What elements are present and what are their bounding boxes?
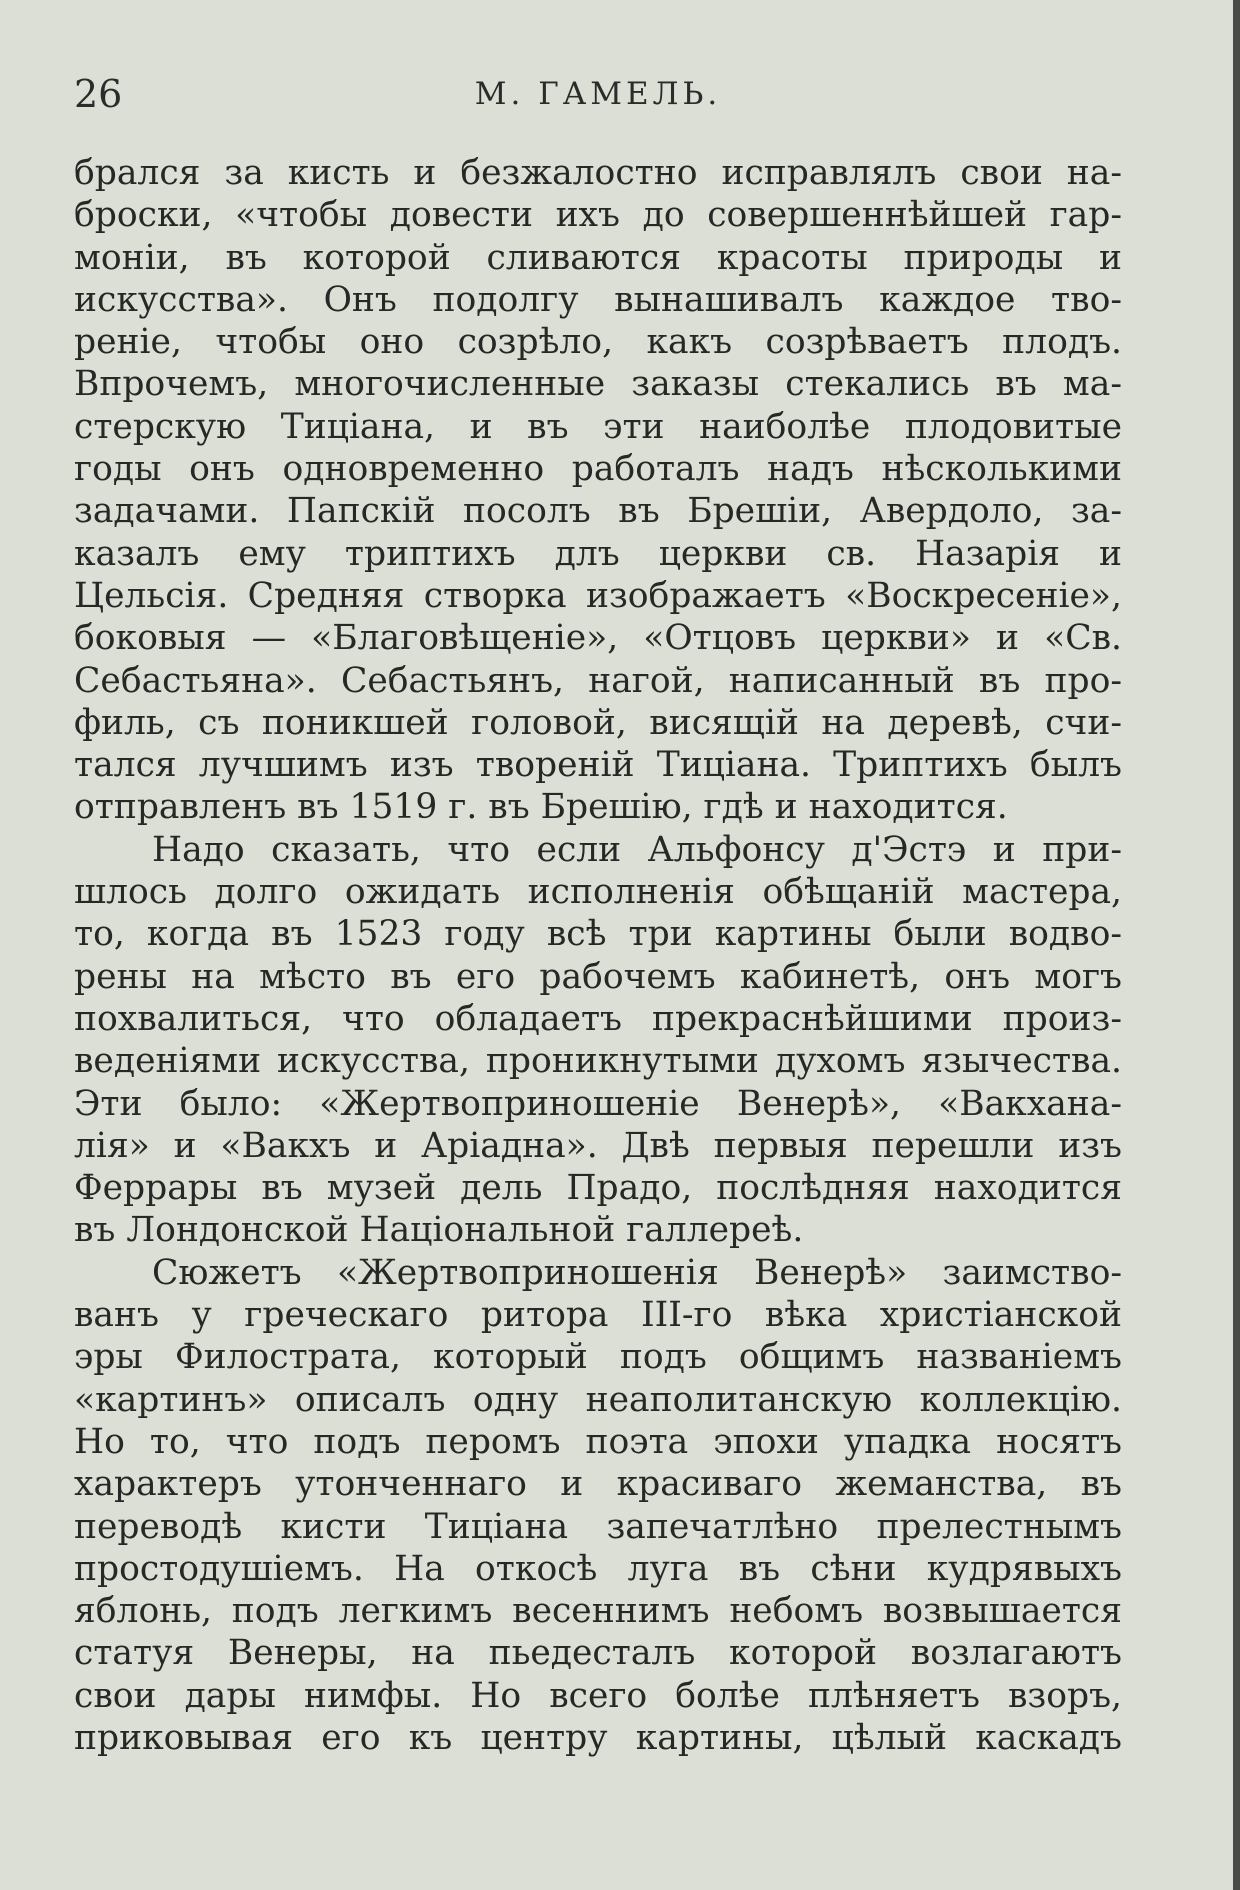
text-line: шлось долго ожидать исполненія обѣщаній мастера,: [74, 872, 1122, 913]
text-line: моніи, въ которой сливаются красоты природы и: [74, 237, 1122, 278]
text-line: реніе, чтобы оно созрѣло, какъ созрѣваетъ плодъ.: [74, 322, 1122, 363]
text-line: Феррары въ музей дель Прадо, послѣдняя находится: [74, 1168, 1122, 1209]
text-line: свои дары нимфы. Но всего болѣе плѣняетъ взоръ,: [74, 1675, 1122, 1716]
text-line: яблонь, подъ легкимъ весеннимъ небомъ возвышается: [74, 1591, 1122, 1632]
text-line: брался за кисть и безжалостно исправлялъ свои на-: [74, 153, 1122, 193]
text-line: простодушіемъ. На откосѣ луга въ сѣни кудрявыхъ: [74, 1548, 1122, 1589]
text-line: рены на мѣсто въ его рабочемъ кабинетѣ, онъ могъ: [74, 956, 1122, 997]
text-line: Но то, что подъ перомъ поэта эпохи упадка носятъ: [74, 1421, 1122, 1462]
text-line: отправленъ въ 1519 г. въ Брешію, гдѣ и находится.: [74, 787, 1008, 828]
text-line: то, когда въ 1523 году всѣ три картины были водво-: [74, 914, 1122, 955]
page-header: [74, 72, 1122, 122]
text-line: веденіями искусства, проникнутыми духомъ язычества.: [74, 1041, 1122, 1082]
text-line: Себастьяна». Себастьянъ, нагой, написанный въ про-: [74, 660, 1122, 701]
running-head: М. ГАМЕЛЬ.: [474, 76, 722, 112]
text-line: броски, «чтобы довести ихъ до совершеннѣйшей гар-: [74, 195, 1122, 236]
text-line: задачами. Папскій посолъ въ Брешіи, Авердоло, за-: [74, 491, 1122, 532]
text-line: характеръ утонченнаго и красиваго жеманства, въ: [74, 1464, 1122, 1505]
text-line: Впрочемъ, многочисленные заказы стекались въ ма-: [74, 364, 1122, 405]
body-text: [74, 152, 1122, 1759]
text-line: Цельсія. Средняя створка изображаетъ «Воскресеніе»,: [74, 575, 1122, 616]
text-line: похвалиться, что обладаетъ прекраснѣйшими произ-: [74, 998, 1122, 1039]
text-line: стерскую Тиціана, и въ эти наиболѣе плодовитые: [74, 406, 1122, 447]
text-line: лія» и «Вакхъ и Аріадна». Двѣ первыя перешли изъ: [74, 1125, 1122, 1166]
text-line: эры Филострата, который подъ общимъ названіемъ: [74, 1337, 1122, 1378]
text-line: Сюжетъ «Жертвоприношенія Венерѣ» заимство-: [152, 1252, 1122, 1293]
text-line: приковывая его къ центру картины, цѣлый каскадъ: [74, 1717, 1122, 1758]
text-line: Эти было: «Жертвоприношеніе Венерѣ», «Вакхана-: [74, 1083, 1122, 1124]
text-line: боковыя — «Благовѣщеніе», «Отцовъ церкви» и «Св.: [74, 618, 1122, 659]
text-line: статуя Венеры, на пьедесталъ которой возлагаютъ: [74, 1633, 1122, 1674]
text-line: ванъ у греческаго ритора III-го вѣка христіанской: [74, 1295, 1122, 1336]
text-line: «картинъ» описалъ одну неаполитанскую коллекцію.: [74, 1379, 1122, 1420]
text-line: казалъ ему триптихъ длъ церкви св. Назарія и: [74, 533, 1122, 574]
text-line: переводѣ кисти Тиціана запечатлѣно прелестнымъ: [74, 1506, 1122, 1547]
text-line: годы онъ одновременно работалъ надъ нѣсколькими: [74, 449, 1122, 490]
text-line: Надо сказать, что если Альфонсу д'Эстэ и при-: [152, 829, 1122, 870]
text-line: въ Лондонской Національной галлереѣ.: [74, 1210, 804, 1251]
page-number: 26: [74, 72, 123, 116]
page-edge-shadow: [1233, 0, 1240, 1890]
text-line: искусства». Онъ подолгу вынашивалъ каждое тво-: [74, 279, 1122, 320]
text-line: тался лучшимъ изъ твореній Тиціана. Триптихъ былъ: [74, 745, 1122, 786]
text-line: филь, съ поникшей головой, висящій на деревѣ, счи-: [74, 702, 1122, 743]
